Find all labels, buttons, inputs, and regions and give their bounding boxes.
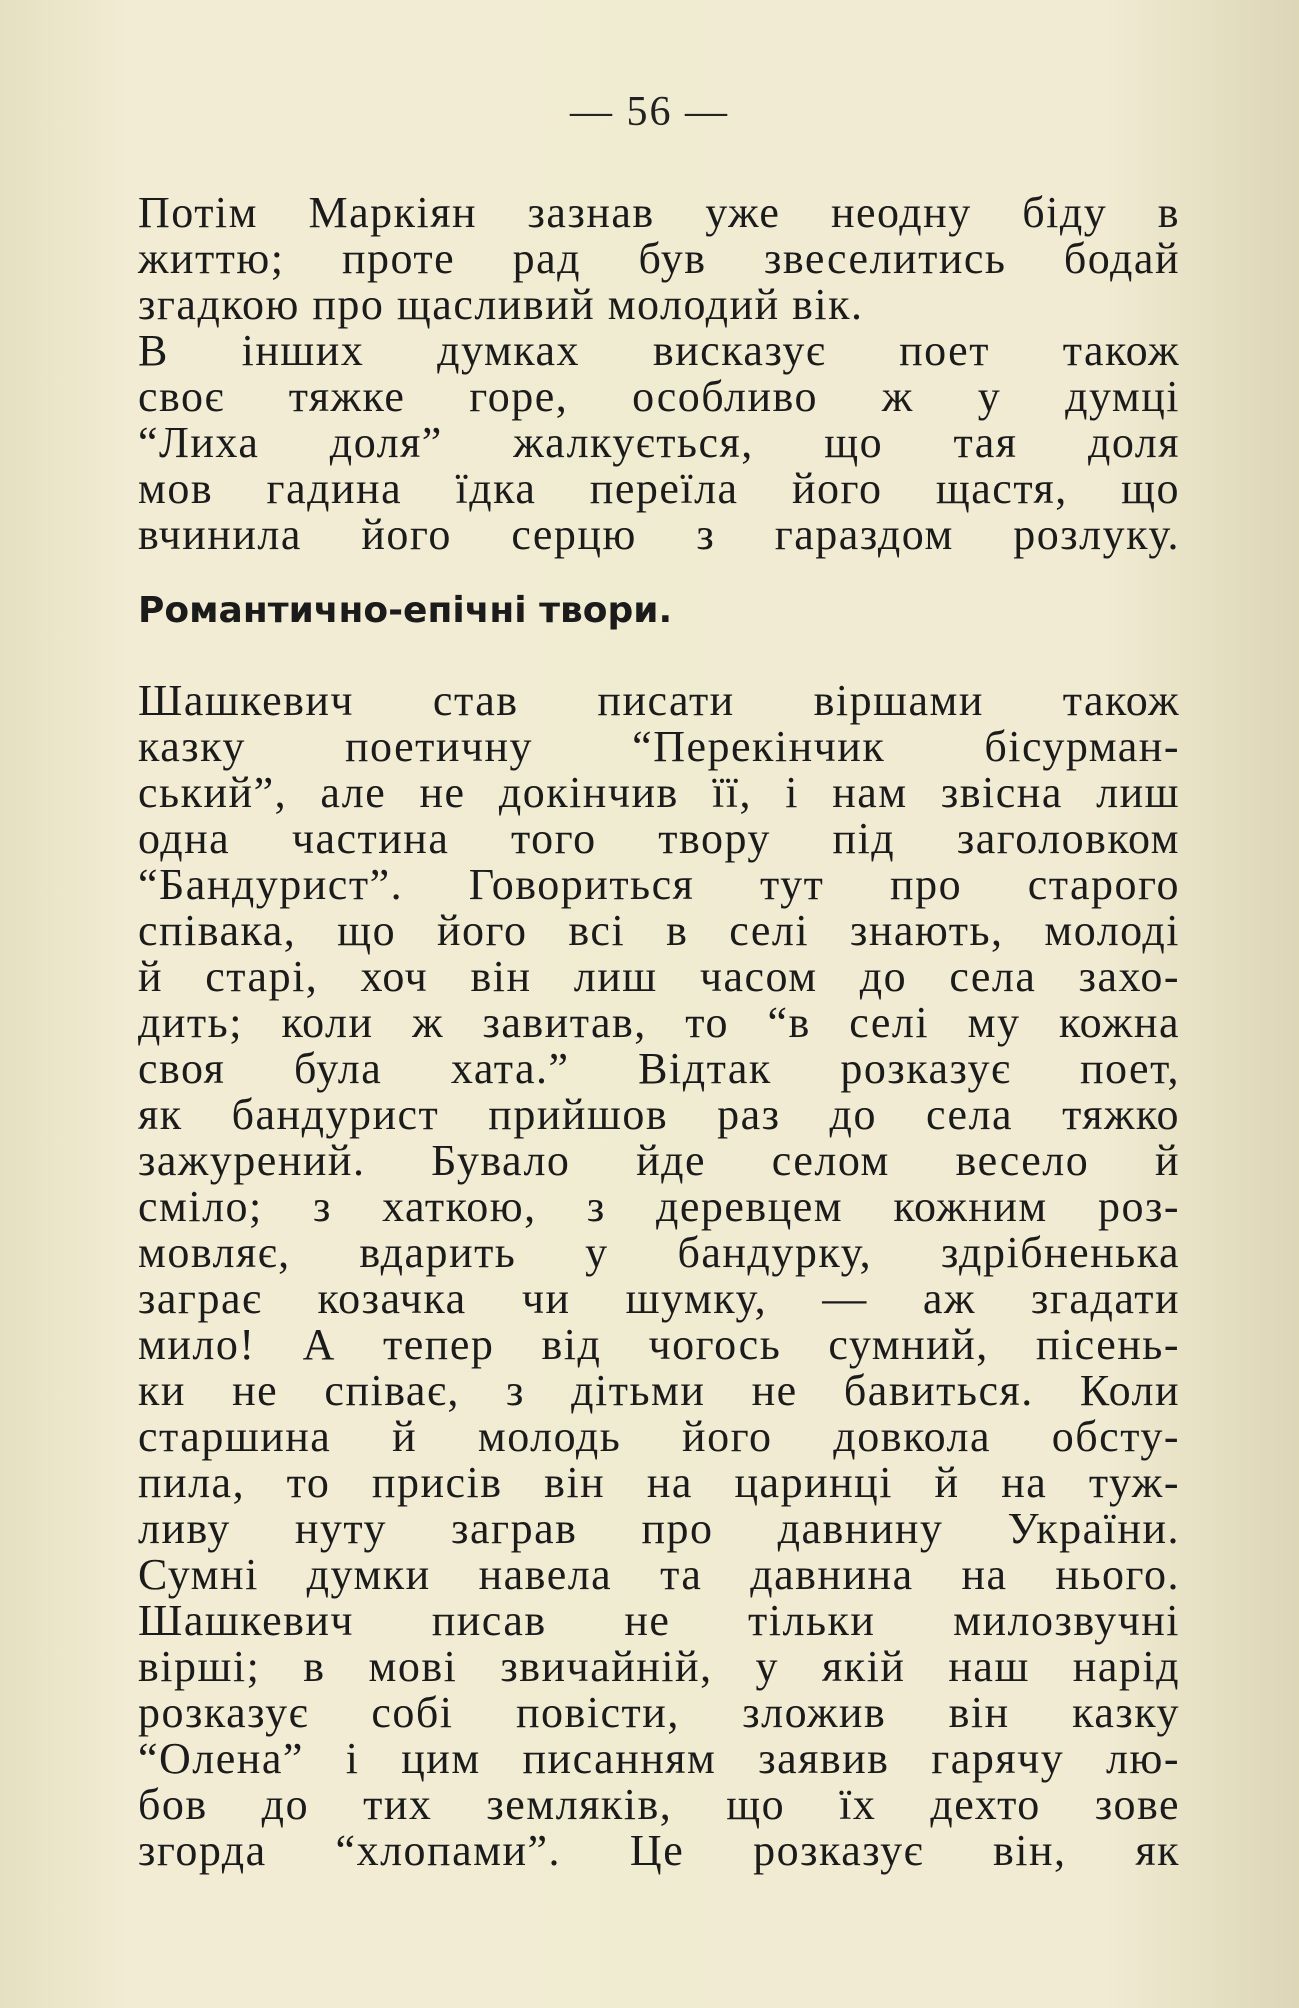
text-line: розказує собі повісти, зложив він казку — [138, 1688, 1180, 1737]
text-line: “Бандурист”. Говориться тут про старого — [138, 860, 1180, 909]
text-line: вірші; в мові звичайній, у якій наш нарід — [138, 1642, 1180, 1691]
text-line: Потім Маркіян зазнав уже неодну біду в — [138, 188, 1180, 237]
text-line: співака, що його всі в селі знають, молоді — [138, 906, 1180, 955]
text-line: вчинила його серцю з гараздом розлуку. — [138, 510, 1180, 559]
text-line: зажурений. Бувало йде селом весело й — [138, 1136, 1180, 1185]
text-line: дить; коли ж завитав, то “в селі му кожна — [138, 998, 1180, 1047]
page-number: — 56 — — [570, 89, 729, 135]
text-line: “Лиха доля” жалкується, що тая доля — [138, 418, 1180, 467]
text-line: як бандурист прийшов раз до села тяжко — [138, 1090, 1180, 1139]
text-line: ливу нуту заграв про давнину України. — [138, 1504, 1180, 1553]
text-line: мовляє, вдарить у бандурку, здрібненька — [138, 1228, 1180, 1277]
text-line: Шашкевич писав не тільки милозвучні — [138, 1596, 1180, 1645]
text-line: сміло; з хаткою, з деревцем кожним роз- — [138, 1182, 1180, 1231]
text-line: старшина й молодь його довкола обсту- — [138, 1412, 1180, 1461]
text-line: ський”, але не докінчив її, і нам звісна лиш — [138, 768, 1180, 817]
text-line: своє тяжке горе, особливо ж у думці — [138, 372, 1180, 421]
text-line: пила, то присів він на царинці й на туж- — [138, 1458, 1180, 1507]
paragraph-block-1 — [138, 190, 1180, 558]
text-line: мов гадина їдка переїла його щастя, що — [138, 464, 1180, 513]
text-line: життю; проте рад був звеселитись бодай — [138, 234, 1180, 283]
text-line: казку поетичну “Перекінчик бісурман- — [138, 722, 1180, 771]
text-line: “Олена” і цим писанням заявив гарячу лю- — [138, 1734, 1180, 1783]
text-line: Сумні думки навела та давнина на нього. — [138, 1550, 1180, 1599]
text-line: своя була хата.” Відтак розказує поет, — [138, 1044, 1180, 1093]
text-line: згадкою про щасливий молодий вік. — [138, 280, 864, 329]
text-line: мило! А тепер від чогось сумний, пісень- — [138, 1320, 1180, 1369]
text-line: Шашкевич став писати віршами також — [138, 676, 1180, 725]
text-line: згорда “хлопами”. Це розказує він, як — [138, 1826, 1180, 1875]
paragraph-block-2 — [138, 678, 1180, 1874]
text-line: ки не співає, з дітьми не бавиться. Коли — [138, 1366, 1180, 1415]
text-line: одна частина того твору під заголовком — [138, 814, 1180, 863]
text-line: заграє козачка чи шумку, — аж згадати — [138, 1274, 1180, 1323]
text-line: бов до тих земляків, що їх дехто зове — [138, 1780, 1180, 1829]
section-heading: Романтично-епічні твори. — [138, 590, 673, 631]
text-line: В інших думках висказує поет також — [138, 326, 1180, 375]
text-line: й старі, хоч він лиш часом до села захо- — [138, 952, 1180, 1001]
